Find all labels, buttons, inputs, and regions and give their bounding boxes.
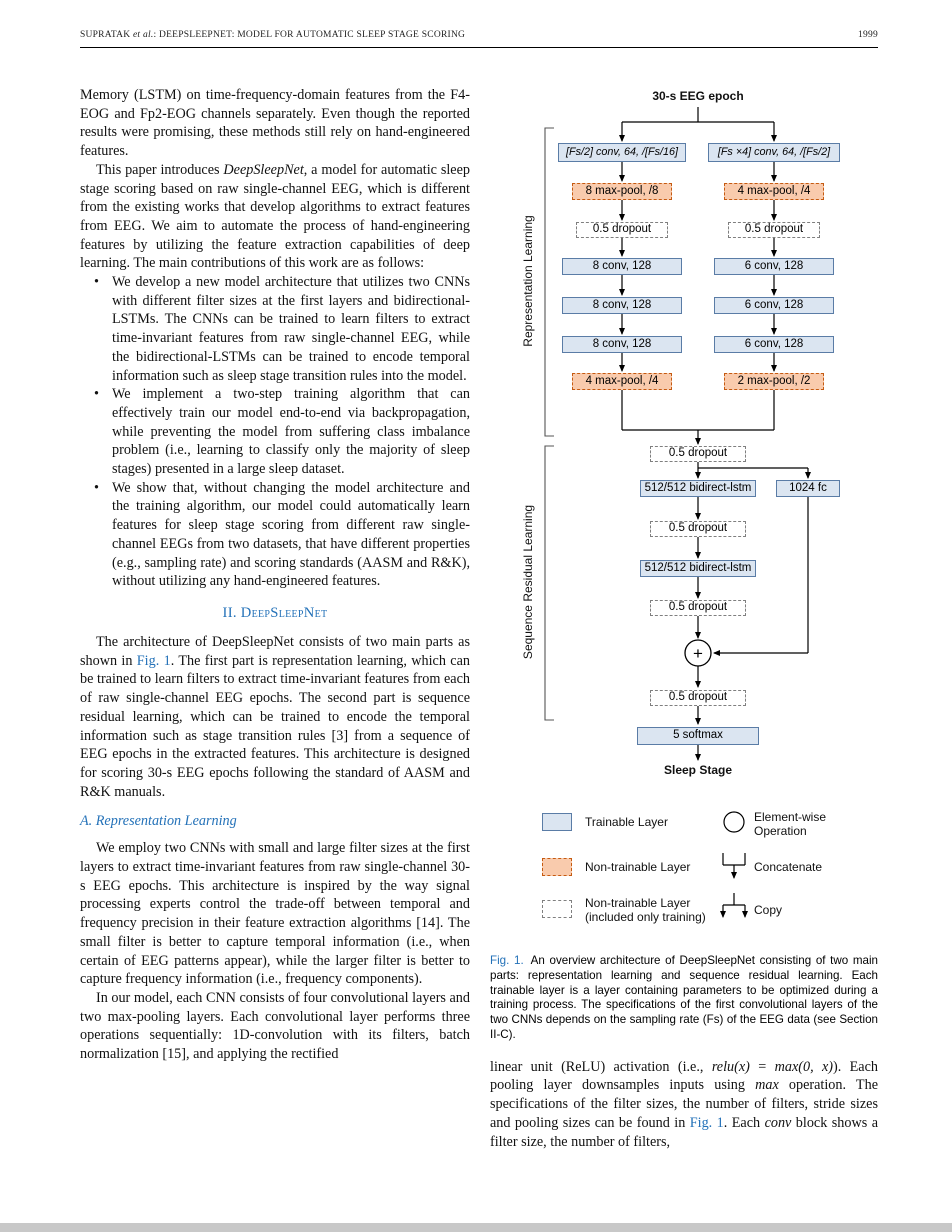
bullet-icon: • bbox=[94, 274, 99, 291]
deepsleepnet-italic: DeepSleepNet bbox=[223, 161, 304, 178]
bidirect-lstm2-box: 512/512 bidirect-lstm bbox=[640, 560, 756, 577]
text-run: = bbox=[749, 1058, 775, 1075]
text-run: Non-trainable Layer bbox=[585, 896, 691, 910]
text-run: linear unit (ReLU) activation (i.e., bbox=[490, 1058, 712, 1075]
right-maxpool1-box: 4 max-pool, /4 bbox=[724, 183, 824, 200]
right-conv3-box: 6 conv, 128 bbox=[714, 297, 834, 314]
dashed-layer-swatch bbox=[542, 900, 572, 918]
paragraph-architecture-overview bbox=[80, 633, 470, 801]
text-run: block shows a filter size, the number of filters, bbox=[490, 1114, 878, 1150]
figure-1 bbox=[490, 86, 878, 1043]
plus-operator: + bbox=[693, 644, 703, 663]
fc-box: 1024 fc bbox=[776, 480, 840, 497]
page-bottom-edge bbox=[0, 1223, 952, 1232]
trainable-layer-swatch bbox=[542, 813, 572, 831]
running-head-title bbox=[80, 30, 465, 40]
paragraph-lstm-continuation: Memory (LSTM) on time-frequency-domain features from the F4-EOG and Fp2-EOG channels separately. Even though the reported results were promising, these methods still rely on hand-engineered features. bbox=[80, 87, 470, 160]
text-run: . Each bbox=[723, 1114, 765, 1131]
legend-copy-label: Copy bbox=[754, 903, 783, 917]
figure-caption bbox=[490, 954, 878, 1043]
dropout-mid-box: 0.5 dropout bbox=[650, 446, 746, 462]
part-brackets bbox=[545, 128, 554, 720]
text-run: , a model for automatic sleep stage scoring based on raw single-channel EEG, which is different from the existing works that develop algorithms to extract features from EEG. We aim to automate the process of hand-engineering features by utilizing the feature extraction capabilities of deep learning. The main contributions of this work are as follows: bbox=[80, 161, 470, 272]
legend-concatenate-label: Concatenate bbox=[754, 860, 823, 874]
paragraph-cnn-layers: In our model, each CNN consists of four convolutional layers and two max-pooling layers. Each convolutional layer performs three operations sequentially: 1D-convolution with its filters, batch normalization [15], and applying the rectified bbox=[80, 989, 470, 1063]
legend-elementwise-label bbox=[754, 810, 826, 838]
right-dropout-box: 0.5 dropout bbox=[728, 222, 820, 238]
bullet-icon: • bbox=[94, 479, 99, 496]
text-run: : DEEPSLEEPNET: MODEL FOR AUTOMATIC SLEEP STAGE SCORING bbox=[153, 30, 466, 40]
page-body bbox=[80, 30, 878, 1151]
text-run: Operation bbox=[754, 824, 807, 838]
representation-learning-label: Representation Learning bbox=[521, 215, 535, 347]
math-max-word: max bbox=[755, 1077, 779, 1094]
text-run: operation. The specifications of the filter sizes, the number of filters, stride sizes and pooling sizes can be found in bbox=[490, 1077, 878, 1131]
text-run: The architecture of DeepSleepNet consists of two main parts as shown in bbox=[80, 633, 470, 669]
left-conv2-box: 8 conv, 128 bbox=[562, 258, 682, 275]
text-run: (included only training) bbox=[585, 910, 706, 924]
fig1-link[interactable]: Fig. 1 bbox=[689, 1114, 724, 1131]
elementwise-circle-icon bbox=[724, 812, 744, 832]
fig1-link[interactable]: Fig. 1 bbox=[136, 652, 171, 669]
list-item bbox=[80, 385, 470, 479]
concatenate-icon bbox=[723, 853, 745, 878]
right-column bbox=[490, 86, 878, 1151]
header-rule bbox=[80, 47, 878, 48]
two-column-layout bbox=[80, 86, 878, 1151]
right-maxpool2-box: 2 max-pool, /2 bbox=[724, 373, 824, 390]
list-item bbox=[80, 273, 470, 385]
nontrainable-layer-swatch bbox=[542, 858, 572, 876]
paragraph-relu-continuation bbox=[490, 1058, 878, 1152]
left-maxpool2-box: 4 max-pool, /4 bbox=[572, 373, 672, 390]
dropout4-box: 0.5 dropout bbox=[650, 690, 746, 706]
text-run: Element-wise bbox=[754, 810, 827, 824]
left-maxpool1-box: 8 max-pool, /8 bbox=[572, 183, 672, 200]
figure-caption-text: An overview architecture of DeepSleepNet consisting of two main parts: representation learning and sequence residual learning. Each trainable layer is a layer containing parameters to be optimized during a training process. The specifications of the first convolutional layers of the two CNNs depends on the sampling rate (Fs) of the EEG data (see Section II-C). bbox=[490, 954, 878, 1041]
conv-word-italic: conv bbox=[764, 1114, 792, 1131]
softmax-box: 5 softmax bbox=[637, 727, 759, 745]
dropout3-box: 0.5 dropout bbox=[650, 600, 746, 616]
right-conv1-box: [Fs ×4] conv, 64, /[Fs/2] bbox=[708, 143, 840, 162]
figure-caption-label: Fig. 1. bbox=[490, 954, 524, 967]
left-column bbox=[80, 86, 470, 1151]
sequence-residual-learning-label: Sequence Residual Learning bbox=[521, 504, 535, 660]
paragraph-paper-intro bbox=[80, 161, 470, 273]
dropout2-box: 0.5 dropout bbox=[650, 521, 746, 537]
bidirect-lstm1-box: 512/512 bidirect-lstm bbox=[640, 480, 756, 497]
list-item bbox=[80, 479, 470, 591]
input-label: 30-s EEG epoch bbox=[652, 89, 744, 103]
paragraph-two-cnns: We employ two CNNs with small and large filter sizes at the first layers to extract time-invariant features from raw single-channel 30-s EEG epochs. This architecture is inspired by the way signal processing experts control the trade-off between temporal and frequency precision in their feature extraction algorithms [14]. The small filter is better to capture temporal information (i.e., when certain of EEG patterns appear), while the larger filter is better to capture frequency information (i.e., frequency components). bbox=[80, 840, 470, 988]
network-arrows bbox=[622, 107, 808, 760]
left-conv3-box: 8 conv, 128 bbox=[562, 297, 682, 314]
legend-trainable-label: Trainable Layer bbox=[585, 815, 668, 829]
text-run: ). Each pooling layer downsamples inputs using bbox=[490, 1058, 878, 1094]
running-head bbox=[80, 30, 878, 40]
left-conv1-box: [Fs/2] conv, 64, /[Fs/16] bbox=[558, 143, 686, 162]
bullet-text-architecture: We develop a new model architecture that utilizes two CNNs with different filter sizes at the first layers and bidirectional-LSTMs. The CNNs can be trained to learn filters to extract time-invariant features from raw single-channel EEG, while the bidirectional-LSTMs can be trained to encode temporal information such as sleep stage transition rules into the model. bbox=[112, 274, 470, 384]
right-conv2-box: 6 conv, 128 bbox=[714, 258, 834, 275]
output-label: Sleep Stage bbox=[663, 763, 733, 777]
left-conv4-box: 8 conv, 128 bbox=[562, 336, 682, 353]
bullet-text-training: We implement a two-step training algorithm that can effectively train our model end-to-end via backpropagation, while preventing the model from suffering class imbalance problem (i.e., learning to classify only the majority of sleep stages) presented in a large sleep dataset. bbox=[112, 386, 470, 478]
section-heading-deepsleepnet: II. DeepSleepNet bbox=[222, 604, 328, 621]
text-run: . The first part is representation learning, which can be trained to learn filters to extract time-invariant features from each of raw single-channel EEG epochs. The second part is sequence residual learning, which can be trained to encode the temporal information such as stage transition rules [3] from a sequence of EEG epochs in the extracted features. This architecture is designed for scoring 30-s EEG epochs following the standard of AASM and R&K manuals. bbox=[80, 652, 470, 800]
legend-dashed-label bbox=[585, 896, 706, 924]
bullet-text-generalization: We show that, without changing the model architecture and the training algorithm, our model could automatically learn features for sleep stage scoring from different raw single-channel EEGs from two datasets, that have different properties (e.g., sampling rate) and scoring standards (AASM and R&K), without utilizing any hand-engineered features. bbox=[112, 479, 470, 590]
elementwise-plus-icon bbox=[685, 640, 711, 666]
bullet-icon: • bbox=[94, 386, 99, 403]
subsection-heading-representation-learning: A. Representation Learning bbox=[80, 813, 237, 830]
legend-nontrainable-label: Non-trainable Layer bbox=[585, 860, 691, 874]
copy-icon bbox=[723, 893, 745, 917]
left-dropout-box: 0.5 dropout bbox=[576, 222, 668, 238]
right-conv4-box: 6 conv, 128 bbox=[714, 336, 834, 353]
math-relu: relu(x) bbox=[711, 1058, 750, 1075]
architecture-diagram bbox=[490, 86, 880, 938]
text-run: et al. bbox=[132, 30, 154, 40]
text-run: This paper introduces bbox=[96, 161, 224, 178]
text-run: SUPRATAK bbox=[80, 30, 133, 40]
math-max: max(0, x) bbox=[774, 1058, 833, 1075]
page-number: 1999 bbox=[858, 30, 878, 40]
